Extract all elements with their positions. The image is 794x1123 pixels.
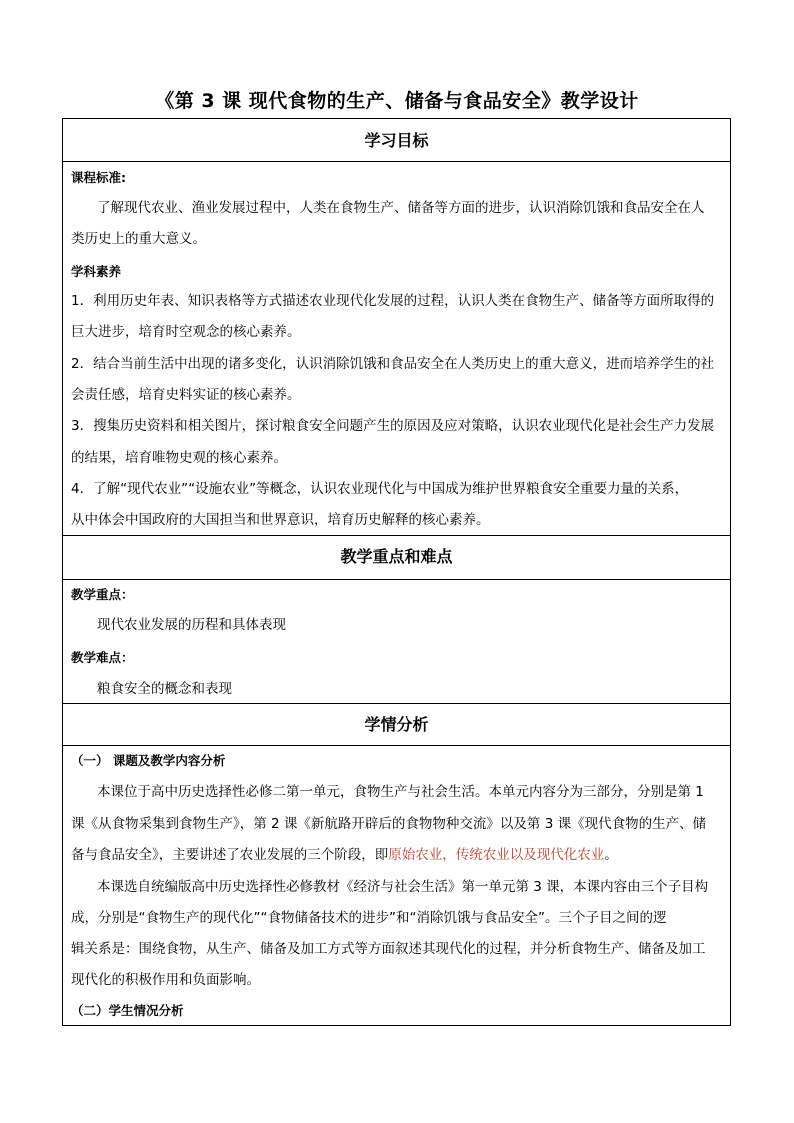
paragraph-line: 课《从食物采集到食物生产》，第 2 课《新航路开辟后的食物物种交流》以及第 3 课《现代食物的生产、储 (71, 816, 707, 832)
key-point-text: 现代农业发展的历程和具体表现 (97, 617, 286, 633)
sub-heading-content-analysis: （一） 课题及教学内容分析 (71, 753, 226, 768)
paragraph-line (71, 846, 618, 864)
highlighted-text: 原始农业，传统农业以及现代化农业 (388, 847, 605, 863)
lesson-plan-table (62, 118, 731, 1026)
sub-heading-student-analysis: （二）学生情况分析 (71, 1003, 184, 1018)
divider (63, 579, 730, 580)
paragraph-text: 备与食品安全》，主要讲述了农业发展的三个阶段，即 (71, 847, 389, 863)
difficulty-text: 粮食安全的概念和表现 (97, 681, 232, 697)
subject-literacy-label: 学科素养 (71, 264, 122, 279)
literacy-line: 3．搜集历史资料和相关图片，探讨粮食安全问题产生的原因及应对策略，认识农业现代化是社会生产力发展 (71, 418, 715, 434)
divider (63, 161, 730, 162)
paragraph-line: 辑关系是：围绕食物，从生产、储备及加工方式等方面叙述其现代化的过程，并分析食物生产、储备及加工 (71, 941, 706, 957)
literacy-line: 2．结合当前生活中出现的诸多变化，认识消除饥饿和食品安全在人类历史上的重大意义，进而培养学生的社 (71, 356, 715, 372)
literacy-line: 的结果，培育唯物史观的核心素养。 (71, 450, 287, 466)
paragraph-line: 本课选自统编版高中历史选择性必修教材《经济与社会生活》第一单元第 3 课，本课内容由三个子目构 (97, 879, 709, 895)
paragraph-line: 现代化的积极作用和负面影响。 (71, 972, 260, 988)
literacy-line: 1．利用历史年表、知识表格等方式描述农业现代化发展的过程，认识人类在食物生产、储备等方面所取得的 (71, 293, 715, 309)
curriculum-standard-label: 课程标准: (71, 170, 126, 185)
paragraph-line: 本课位于高中历史选择性必修二第一单元，食物生产与社会生活。本单元内容分为三部分，分别是第 1 (97, 784, 704, 800)
literacy-line: 会责任感，培育史料实证的核心素养。 (71, 387, 301, 403)
difficulty-label: 教学难点： (71, 650, 134, 665)
document-title: 《第 3 课 现代食物的生产、储备与食品安全》教学设计 (155, 90, 639, 112)
curriculum-line: 了解现代农业、渔业发展过程中，人类在食物生产、储备等方面的进步，认识消除饥饿和食品安全在人 (97, 200, 705, 216)
section-heading-learning-goals: 学习目标 (364, 131, 429, 150)
literacy-line: 巨大进步，培育时空观念的核心素养。 (71, 324, 301, 340)
divider (63, 703, 730, 704)
paragraph-text: 。 (604, 847, 618, 863)
paragraph-line: 成，分别是“食物生产的现代化”“食物储备技术的进步”和“消除饥饿与食品安全”。三个子目之间的逻 (71, 910, 667, 926)
literacy-line: 从中体会中国政府的大国担当和世界意识，培育历史解释的核心素养。 (71, 512, 490, 528)
literacy-line: 4．了解“现代农业”“设施农业”等概念，认识农业现代化与中国成为维护世界粮食安全重要力量的关系， (71, 481, 689, 497)
divider (63, 535, 730, 536)
section-heading-key-points: 教学重点和难点 (340, 547, 453, 566)
divider (63, 745, 730, 746)
section-heading-learning-analysis: 学情分析 (364, 715, 429, 734)
curriculum-line: 类历史上的重大意义。 (71, 231, 206, 247)
key-point-label: 教学重点： (71, 587, 134, 602)
